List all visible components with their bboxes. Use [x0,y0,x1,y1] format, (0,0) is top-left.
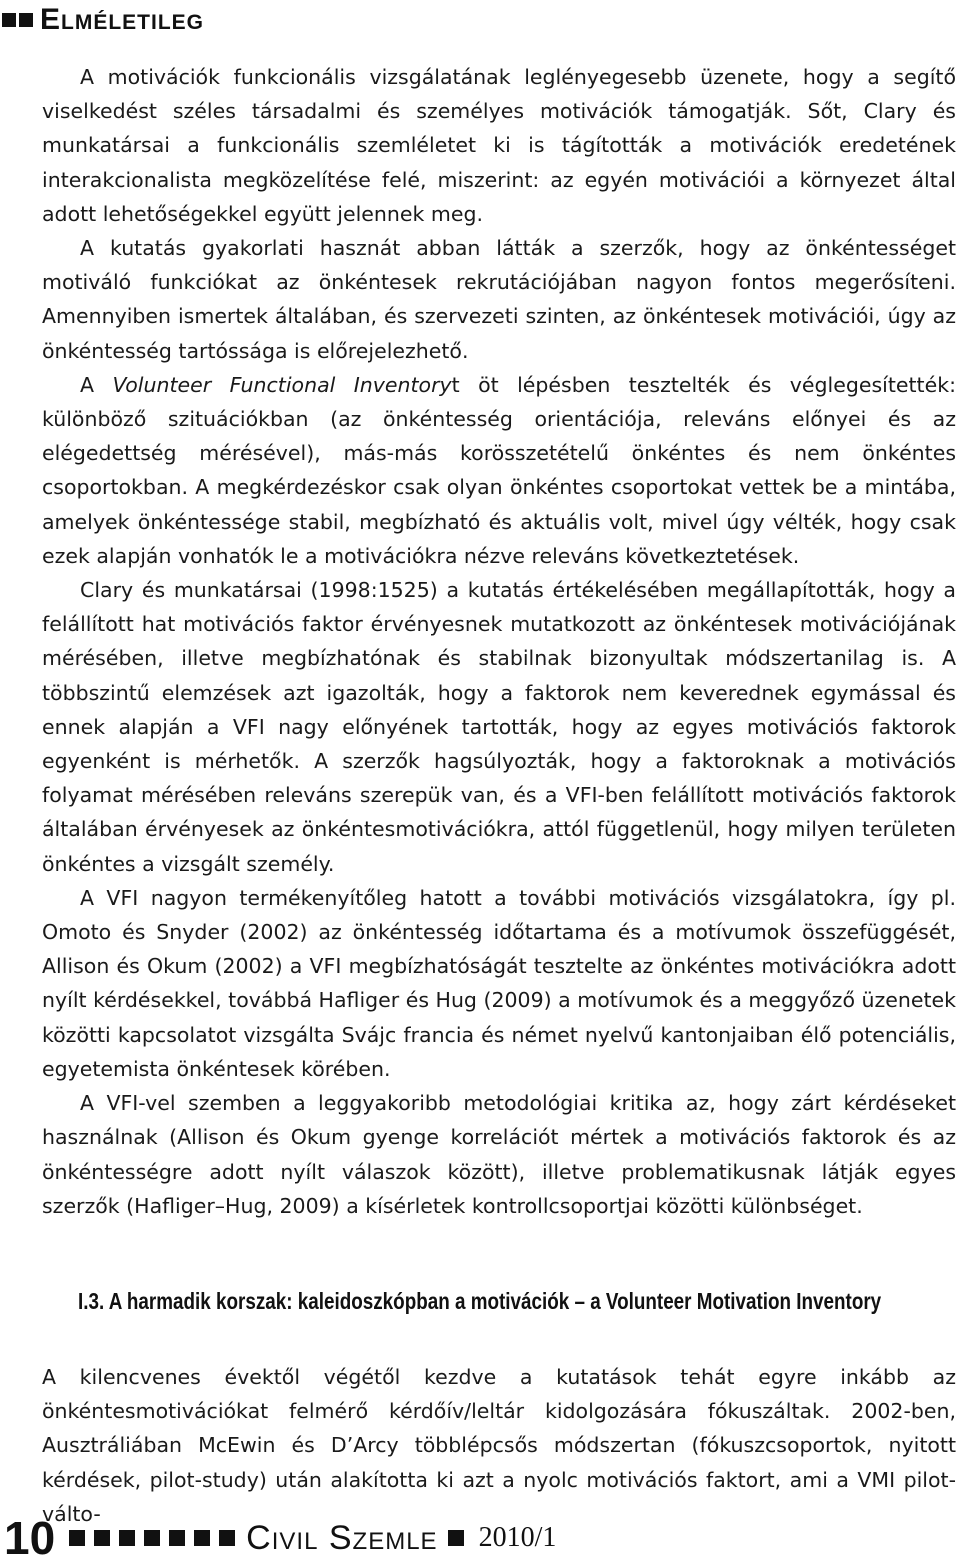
journal-name: Civil Szemle [246,1518,438,1557]
paragraph-6: A VFI-vel szemben a leggyakoribb metodológiai kritika az, hogy zárt kérdéseket használnak (Allison és Okum gyenge korrelációt mértek a motivációs faktorok és az önkéntességre adott nyílt válaszok között), illetve problematikusnak látják egyes szerzők (Hafliger–Hug, 2009) a kísérletek kontrollcsoportjai közötti különbséget. [42,1091,956,1218]
paragraph-4: Clary és munkatársai (1998:1525) a kutatás értékelésében megállapították, hogy a felállított hat motivációs faktor érvényesnek mutatkozott az önkéntesek motivációjának mérésében, illetve megbízhatónak és stabilnak bizonyultak módszertanilag is. A többszintű elemzések azt igazolták, hogy a faktorok nem keverednek egymással és ennek alapján a VFI nagy előnyének tartották, hogy az egyes motivációs faktorok egyenként is mérhetők. A szerzők hagsúlyozták, hogy a faktoroknak a motivációs folyamat mérésében releváns szerepük van, és a VFI-ben felállított motivációs faktorok általában érvényesek az önkéntesmotivációkra, attól függetlenül, hogy milyen területen önkéntes a vizsgált személy. [42,578,956,876]
section-body [42,1360,956,1531]
footer-square-icon [219,1530,235,1546]
section-header [0,0,204,40]
section-paragraph: A kilencvenes évektől végétől kezdve a kutatások tehát egyre inkább az önkéntesmotivációkat felmérő kérdőív/leltár kidolgozására fókuszáltak. 2002-ben, Ausztráliában McEwin és D’Arcy többlépcsős módszertan (fókuszcsoportok, nyitott kérdések, pilot-study) után alakította ki azt a nyolc motivációs faktort, ami a VMI pilot-válto- [42,1365,956,1526]
footer-square-icon [169,1530,185,1546]
paragraph-3-italic-title: Volunteer Functional Inventory [112,372,452,397]
article-body [42,60,956,1223]
header-square-icon [2,13,16,27]
paragraph-2: A kutatás gyakorlati hasznát abban látták a szerzők, hogy az önkéntességet motiváló funkciókat az önkéntesek rekrutációjában nagyon fontos megerősíteni. Amennyiben ismertek általában, és szervezeti szinten, az önkéntesek motivációi, úgy az önkéntesség tartóssága is előrejelezhető. [42,236,956,363]
footer-square-icon [94,1530,110,1546]
footer-square-icon [448,1530,464,1546]
paragraph-1: A motivációk funkcionális vizsgálatának leglényegesebb üzenete, hogy a segítő viselkedést széles társadalmi és személyes motivációk támogatják. Sőt, Clary és munkatársai a funkcionális szemléletet ki is tágították a motivációk eredetének interakcionalista megközelítése felé, miszerint: az egyén motivációi a környezet által adott lehetőségekkel együtt jelennek meg. [42,65,956,226]
header-title: Elméletileg [40,3,205,36]
footer-square-icon [144,1530,160,1546]
header-square-icon [19,13,33,27]
issue-number: 2010/1 [478,1522,557,1553]
paragraph-3 [42,368,956,573]
paragraph-3-rest: t öt lépésben tesztelték és véglegesítették: különböző szituációkban (az önkéntesség orientációja, releváns előnyei és az elégedettség mérésével), más-más korösszetételű önkéntes és nem önkéntes csoportokban. A megkérdezéskor csak olyan önkéntes csoportokat vettek be a mintába, amelyek önkéntessége stabil, megbízható és aktuális volt, mivel úgy vélték, hogy csak ezek alapján vonhatók le a motivációkra nézve releváns következtetések. [42,372,956,568]
section-heading: I.3. A harmadik korszak: kaleidoszkópban a motivációk – a Volunteer Motivation Inventory [78,1288,882,1314]
paragraph-5: A VFI nagyon termékenyítőleg hatott a további motivációs vizsgálatokra, így pl. Omoto és Snyder (2002) az önkéntesség időtartama és a motívumok összefüggését, Allison és Okum (2002) a VFI megbízhatóságát tesztelte az önkéntes motivációkra adott nyílt kérdésekkel, továbbá Hafliger és Hug (2009) a motívumok és a meggyőző üzenetek közötti kapcsolatot vizsgálta Svájc francia és német nyelvű kantonjaiban élő potenciális, egyetemista önkéntesek körében. [42,885,956,1081]
footer-square-icon [119,1530,135,1546]
paragraph-3-prefix: A [80,372,113,397]
footer-square-icon [69,1530,85,1546]
page-footer [4,1512,556,1564]
page-number: 10 [4,1512,56,1564]
footer-square-icon [194,1530,210,1546]
